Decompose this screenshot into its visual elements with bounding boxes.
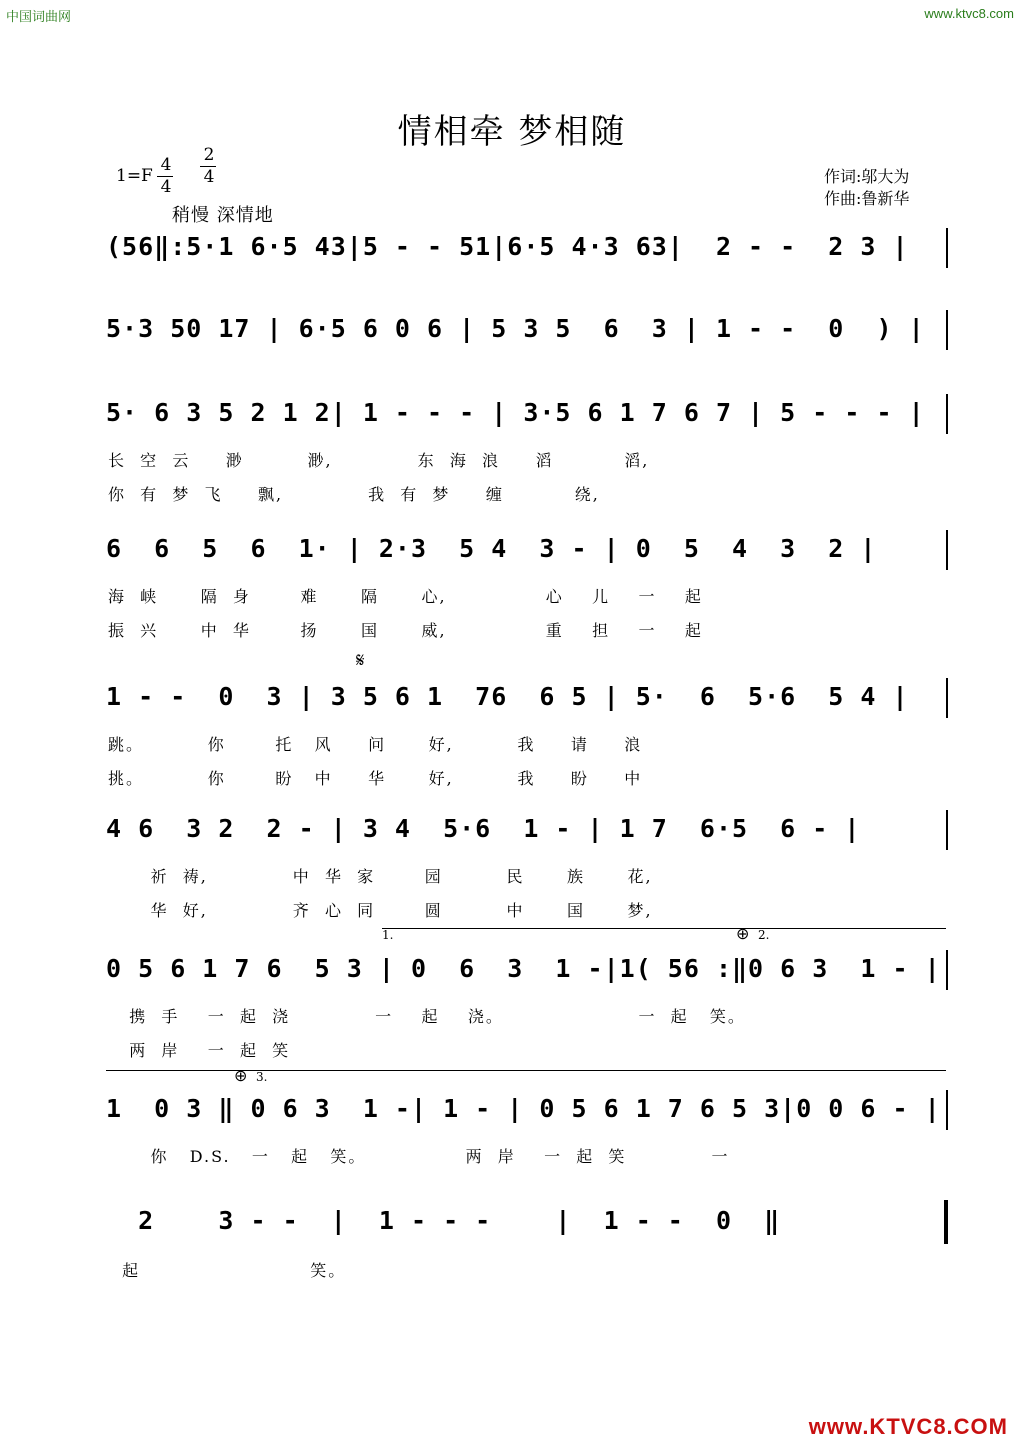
lyric-line: 长 空 云 渺 渺, 东 海 浪 滔 滔, (108, 451, 650, 470)
key-signature: 1=F (116, 166, 153, 186)
ending-bracket (106, 1070, 946, 1071)
barline (946, 530, 948, 570)
time-signature-4-4: 4 4 (157, 154, 175, 198)
watermark-site-name: 中国词曲网 (6, 9, 72, 24)
watermark-bottom-url[interactable]: www.KTVC8.COM (808, 1414, 1008, 1439)
final-barline (944, 1200, 948, 1244)
lyric-line: 祈 祷, 中 华 家 园 民 族 花, (108, 867, 653, 886)
segno-sign: 𝄋 (356, 650, 365, 672)
score-row-8: 1 0 3 ‖ 0 6 3 1 -| 1 - | 0 5 6 1 7 6 5 3|0 0 6 - | (106, 1094, 941, 1123)
lyric-line: 携 手 一 起 浇 一 起 浇。 一 起 笑。 (108, 1007, 746, 1026)
score-row-3: 5· 6 3 5 2 1 2| 1 - - - | 3·5 6 1 7 6 7 | 5 - - - | (106, 398, 925, 427)
lyric-line: 海 峡 隔 身 难 隔 心, 心 儿 一 起 (108, 587, 703, 606)
lyric-line: 两 岸 一 起 笑 (108, 1041, 291, 1060)
barline (946, 678, 948, 718)
lyric-line: 你 D.S. 一 起 笑。 两 岸 一 起 笑 一 (108, 1147, 730, 1166)
credits (824, 166, 909, 210)
lyric-line: 你 有 梦 飞 飘, 我 有 梦 缠 绕, (108, 485, 600, 504)
score-row-7: 0 5 6 1 7 6 5 3 | 0 6 3 1 -|1( 56 :‖0 6 3 1 - | (106, 954, 941, 983)
score-row-6: 4 6 3 2 2 - | 3 4 5·6 1 - | 1 7 6·5 6 - | (106, 814, 861, 843)
tempo-marking: 稍慢 深情地 (172, 205, 274, 226)
score-row-1: (56‖:5·1 6·5 43|5 - - 51|6·5 4·3 63| 2 - - 2 3 | (106, 232, 909, 261)
barline (946, 394, 948, 434)
barline (946, 310, 948, 350)
lyric-line: 振 兴 中 华 扬 国 威, 重 担 一 起 (108, 621, 703, 640)
score-row-9: 2 3 - - | 1 - - - | 1 - - 0 ‖ (106, 1206, 781, 1235)
lyric-line: 华 好, 齐 心 同 圆 中 国 梦, (108, 901, 653, 920)
score-row-4: 6 6 5 6 1· | 2·3 5 4 3 - | 0 5 4 3 2 | (106, 534, 877, 563)
composer: 作曲:鲁新华 (824, 189, 910, 208)
score-row-2: 5·3 50 17 | 6·5 6 0 6 | 5 3 5 6 3 | 1 - - 0 ) | (106, 314, 925, 343)
coda-sign: ⊕ (234, 1068, 248, 1085)
lyric-line: 挑。 你 盼 中 华 好, 我 盼 中 (108, 769, 643, 788)
score-row-5: 1 - - 0 3 | 3 5 6 1 76 6 5 | 5· 6 5·6 5 4 | (106, 682, 909, 711)
ending-1: 1. (382, 928, 394, 942)
song-title: 情相牵 梦相随 (397, 112, 627, 152)
ending-3: 3. (256, 1070, 268, 1084)
coda-sign: ⊕ (736, 926, 750, 943)
ending-bracket (382, 928, 946, 929)
barline (946, 810, 948, 850)
ending-2: 2. (758, 928, 770, 942)
watermark-url[interactable]: www.ktvc8.com (924, 6, 1014, 21)
lyric-line: 跳。 你 托 风 问 好, 我 请 浪 (108, 735, 643, 754)
barline (946, 228, 948, 268)
lyricist: 作词:邬大为 (824, 167, 910, 186)
time-signature-2-4: 2 4 (200, 144, 218, 188)
barline (946, 1090, 948, 1130)
lyric-line: 起 笑。 (108, 1261, 347, 1280)
barline (946, 950, 948, 990)
